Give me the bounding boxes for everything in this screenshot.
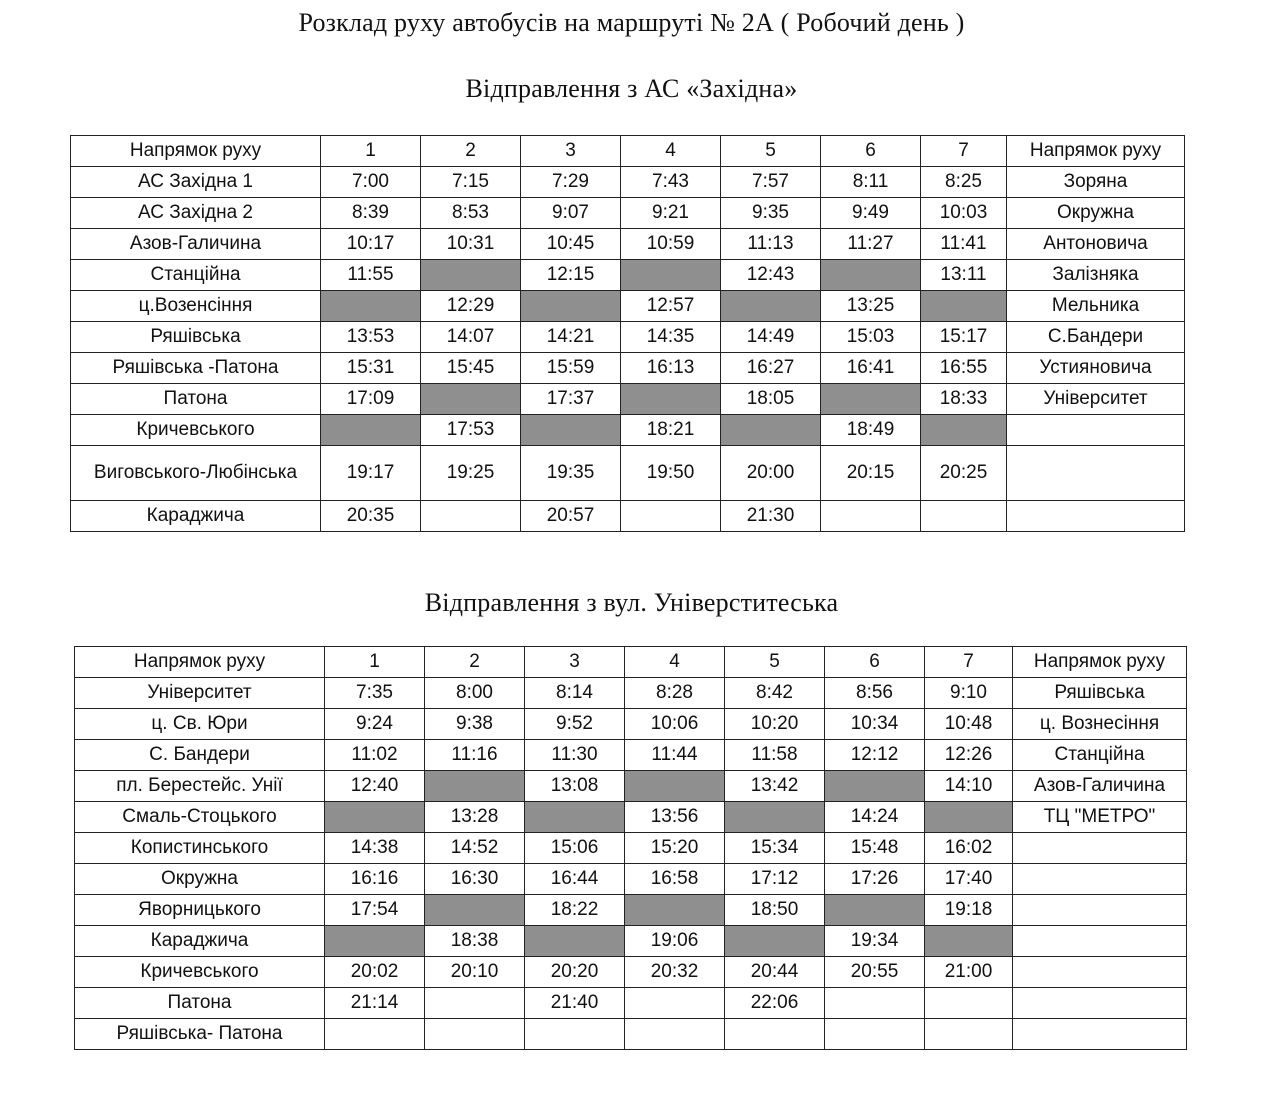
departure-time: 15:03 [821,322,921,353]
table-row [71,353,1185,384]
table-row [75,709,1187,740]
departure-time: 12:29 [421,291,521,322]
table-row [71,322,1185,353]
departure-time: 21:00 [925,957,1013,988]
departure-time [925,926,1013,957]
departure-time [721,291,821,322]
stop-name: Виговського-Любінська [71,446,321,501]
departure-time: 14:24 [825,802,925,833]
direction-stop: Зоряна [1007,167,1185,198]
departure-time [725,1019,825,1050]
departure-time: 8:14 [525,678,625,709]
departure-time: 11:30 [525,740,625,771]
stop-name: АС Західна 2 [71,198,321,229]
departure-time: 7:29 [521,167,621,198]
stop-name: Караджича [71,501,321,532]
departure-time: 16:58 [625,864,725,895]
departure-time: 20:10 [425,957,525,988]
departure-time: 9:07 [521,198,621,229]
departure-time: 20:20 [525,957,625,988]
stop-name: ц.Возенсіння [71,291,321,322]
departure-time [825,771,925,802]
departure-time: 20:32 [625,957,725,988]
header-direction: Напрямок руху [1007,136,1185,167]
departure-time: 15:31 [321,353,421,384]
schedule-table-universytetska [74,646,1187,1050]
stop-name: Яворницького [75,895,325,926]
departure-time: 17:54 [325,895,425,926]
departure-time: 15:34 [725,833,825,864]
departure-time [525,1019,625,1050]
direction-stop: Мельника [1007,291,1185,322]
stop-name: Кричевського [71,415,321,446]
stop-name: Станційна [71,260,321,291]
departure-time: 20:44 [725,957,825,988]
stop-name: Ряшівська- Патона [75,1019,325,1050]
departure-time: 11:44 [625,740,725,771]
departure-time: 20:15 [821,446,921,501]
departure-time: 20:02 [325,957,425,988]
departure-time: 10:20 [725,709,825,740]
stop-name: Копистинського [75,833,325,864]
direction-stop [1013,864,1187,895]
header-trip-3: 3 [525,647,625,678]
departure-time [521,415,621,446]
departure-time [721,415,821,446]
stop-name: Університет [75,678,325,709]
departure-time: 20:00 [721,446,821,501]
departure-time [921,501,1007,532]
departure-time: 9:52 [525,709,625,740]
page-title: Розклад руху автобусів на маршруті № 2А ( Робочий день ) [298,8,965,37]
departure-time: 19:35 [521,446,621,501]
departure-time: 16:27 [721,353,821,384]
table-row [75,678,1187,709]
departure-time [825,1019,925,1050]
direction-stop: ц. Вознесіння [1013,709,1187,740]
departure-time [921,291,1007,322]
departure-time: 14:35 [621,322,721,353]
departure-time: 15:20 [625,833,725,864]
departure-time: 8:39 [321,198,421,229]
departure-time: 10:45 [521,229,621,260]
table-row [75,1019,1187,1050]
departure-time [521,291,621,322]
departure-time [421,260,521,291]
departure-time [625,895,725,926]
departure-time: 9:10 [925,678,1013,709]
header-trip-1: 1 [321,136,421,167]
departure-time [825,988,925,1019]
departure-time [821,384,921,415]
departure-time [321,291,421,322]
departure-time: 10:48 [925,709,1013,740]
departure-time: 16:02 [925,833,1013,864]
departure-time: 22:06 [725,988,825,1019]
departure-time: 11:02 [325,740,425,771]
header-trip-6: 6 [825,647,925,678]
departure-time: 16:13 [621,353,721,384]
direction-stop: Антоновича [1007,229,1185,260]
departure-time: 21:30 [721,501,821,532]
direction-stop: ТЦ "МЕТРО" [1013,802,1187,833]
departure-time: 10:31 [421,229,521,260]
direction-stop: Університет [1007,384,1185,415]
table-row [75,864,1187,895]
departure-time [421,384,521,415]
table-row [75,895,1187,926]
header-trip-4: 4 [621,136,721,167]
header-trip-4: 4 [625,647,725,678]
header-trip-6: 6 [821,136,921,167]
departure-time [921,415,1007,446]
departure-time: 15:59 [521,353,621,384]
departure-time: 13:08 [525,771,625,802]
departure-time: 19:17 [321,446,421,501]
departure-time: 16:44 [525,864,625,895]
direction-stop: Окружна [1007,198,1185,229]
departure-time: 15:45 [421,353,521,384]
departure-time: 20:57 [521,501,621,532]
table-header-row [75,647,1187,678]
departure-time: 7:57 [721,167,821,198]
stop-name: Смаль-Стоцького [75,802,325,833]
departure-time: 12:15 [521,260,621,291]
departure-time: 20:35 [321,501,421,532]
header-direction: Напрямок руху [75,647,325,678]
departure-time: 14:10 [925,771,1013,802]
departure-time [925,1019,1013,1050]
departure-time: 10:59 [621,229,721,260]
section-heading-zakhidna: Відправлення з АС «Західна» [465,74,798,103]
departure-time: 14:52 [425,833,525,864]
header-trip-5: 5 [725,647,825,678]
departure-time: 8:11 [821,167,921,198]
departure-time: 8:42 [725,678,825,709]
departure-time: 9:35 [721,198,821,229]
table-row [71,384,1185,415]
departure-time: 11:55 [321,260,421,291]
header-trip-5: 5 [721,136,821,167]
direction-stop [1007,501,1185,532]
table-row [75,926,1187,957]
departure-time [325,926,425,957]
departure-time: 11:16 [425,740,525,771]
departure-time [621,501,721,532]
departure-time: 14:38 [325,833,425,864]
departure-time: 13:53 [321,322,421,353]
stop-name: Патона [71,384,321,415]
departure-time: 17:37 [521,384,621,415]
departure-time [421,501,521,532]
departure-time [321,415,421,446]
departure-time [725,926,825,957]
header-trip-7: 7 [921,136,1007,167]
direction-stop [1007,446,1185,501]
direction-stop: Устияновича [1007,353,1185,384]
table-row [71,415,1185,446]
departure-time: 18:38 [425,926,525,957]
departure-time [425,988,525,1019]
schedule-table-zakhidna [70,135,1185,532]
departure-time [525,926,625,957]
departure-time [925,802,1013,833]
departure-time: 15:48 [825,833,925,864]
departure-time: 7:15 [421,167,521,198]
departure-time: 19:06 [625,926,725,957]
stop-name: Караджича [75,926,325,957]
departure-time: 10:17 [321,229,421,260]
departure-time: 12:57 [621,291,721,322]
departure-time [425,895,525,926]
table-row [71,229,1185,260]
departure-time [625,771,725,802]
departure-time: 18:21 [621,415,721,446]
departure-time: 7:43 [621,167,721,198]
departure-time [925,988,1013,1019]
departure-time: 13:56 [625,802,725,833]
departure-time: 19:34 [825,926,925,957]
departure-time: 11:41 [921,229,1007,260]
departure-time: 12:43 [721,260,821,291]
departure-time: 8:25 [921,167,1007,198]
departure-time: 17:09 [321,384,421,415]
departure-time: 8:00 [425,678,525,709]
stop-name: АС Західна 1 [71,167,321,198]
departure-time [825,895,925,926]
departure-time: 14:21 [521,322,621,353]
departure-time [821,260,921,291]
departure-time [621,384,721,415]
table-row [71,291,1185,322]
direction-stop [1013,1019,1187,1050]
header-trip-2: 2 [421,136,521,167]
stop-name: Кричевського [75,957,325,988]
departure-time [725,802,825,833]
table-row [75,802,1187,833]
departure-time: 15:06 [525,833,625,864]
table-row [71,501,1185,532]
departure-time: 15:17 [921,322,1007,353]
departure-time: 19:50 [621,446,721,501]
departure-time: 11:13 [721,229,821,260]
departure-time: 10:06 [625,709,725,740]
departure-time: 8:28 [625,678,725,709]
departure-time: 9:38 [425,709,525,740]
stop-name: Азов-Галичина [71,229,321,260]
table-row [71,260,1185,291]
departure-time [425,1019,525,1050]
section-heading-universytetska: Відправлення з вул. Універститеська [424,588,839,617]
stop-name: Патона [75,988,325,1019]
departure-time: 17:40 [925,864,1013,895]
header-trip-3: 3 [521,136,621,167]
departure-time: 18:33 [921,384,1007,415]
departure-time: 14:49 [721,322,821,353]
stop-name: пл. Берестейс. Унії [75,771,325,802]
direction-stop [1013,988,1187,1019]
departure-time: 12:12 [825,740,925,771]
header-direction: Напрямок руху [1013,647,1187,678]
stop-name: ц. Св. Юри [75,709,325,740]
departure-time [325,1019,425,1050]
table-row [71,446,1185,501]
departure-time [625,1019,725,1050]
departure-time: 11:58 [725,740,825,771]
departure-time: 14:07 [421,322,521,353]
departure-time: 16:55 [921,353,1007,384]
departure-time: 21:14 [325,988,425,1019]
departure-time: 16:30 [425,864,525,895]
departure-time: 12:40 [325,771,425,802]
departure-time: 17:26 [825,864,925,895]
departure-time: 9:49 [821,198,921,229]
departure-time: 18:50 [725,895,825,926]
header-trip-7: 7 [925,647,1013,678]
direction-stop [1013,833,1187,864]
departure-time: 19:25 [421,446,521,501]
direction-stop: Залізняка [1007,260,1185,291]
departure-time: 21:40 [525,988,625,1019]
direction-stop [1013,895,1187,926]
departure-time: 12:26 [925,740,1013,771]
departure-time: 18:22 [525,895,625,926]
departure-time: 13:42 [725,771,825,802]
header-trip-1: 1 [325,647,425,678]
departure-time: 7:35 [325,678,425,709]
direction-stop [1007,415,1185,446]
departure-time [621,260,721,291]
table-row [75,740,1187,771]
departure-time: 11:27 [821,229,921,260]
stop-name: Ряшівська [71,322,321,353]
departure-time: 16:41 [821,353,921,384]
direction-stop [1013,926,1187,957]
direction-stop [1013,957,1187,988]
departure-time: 13:28 [425,802,525,833]
departure-time [525,802,625,833]
departure-time [425,771,525,802]
departure-time: 18:05 [721,384,821,415]
departure-time: 20:55 [825,957,925,988]
direction-stop: Станційна [1013,740,1187,771]
departure-time: 10:34 [825,709,925,740]
departure-time: 20:25 [921,446,1007,501]
departure-time [625,988,725,1019]
direction-stop: Азов-Галичина [1013,771,1187,802]
departure-time [325,802,425,833]
departure-time: 7:00 [321,167,421,198]
table-row [71,167,1185,198]
departure-time: 16:16 [325,864,425,895]
table-row [71,198,1185,229]
departure-time: 10:03 [921,198,1007,229]
header-direction: Напрямок руху [71,136,321,167]
stop-name: Окружна [75,864,325,895]
departure-time: 19:18 [925,895,1013,926]
table-row [75,988,1187,1019]
departure-time: 9:21 [621,198,721,229]
departure-time: 17:12 [725,864,825,895]
direction-stop: Ряшівська [1013,678,1187,709]
direction-stop: С.Бандери [1007,322,1185,353]
departure-time: 13:25 [821,291,921,322]
table-row [75,957,1187,988]
departure-time: 17:53 [421,415,521,446]
header-trip-2: 2 [425,647,525,678]
departure-time: 9:24 [325,709,425,740]
departure-time [821,501,921,532]
departure-time: 8:56 [825,678,925,709]
stop-name: С. Бандери [75,740,325,771]
departure-time: 13:11 [921,260,1007,291]
table-row [75,833,1187,864]
departure-time: 18:49 [821,415,921,446]
departure-time: 8:53 [421,198,521,229]
table-header-row [71,136,1185,167]
table-row [75,771,1187,802]
stop-name: Ряшівська -Патона [71,353,321,384]
